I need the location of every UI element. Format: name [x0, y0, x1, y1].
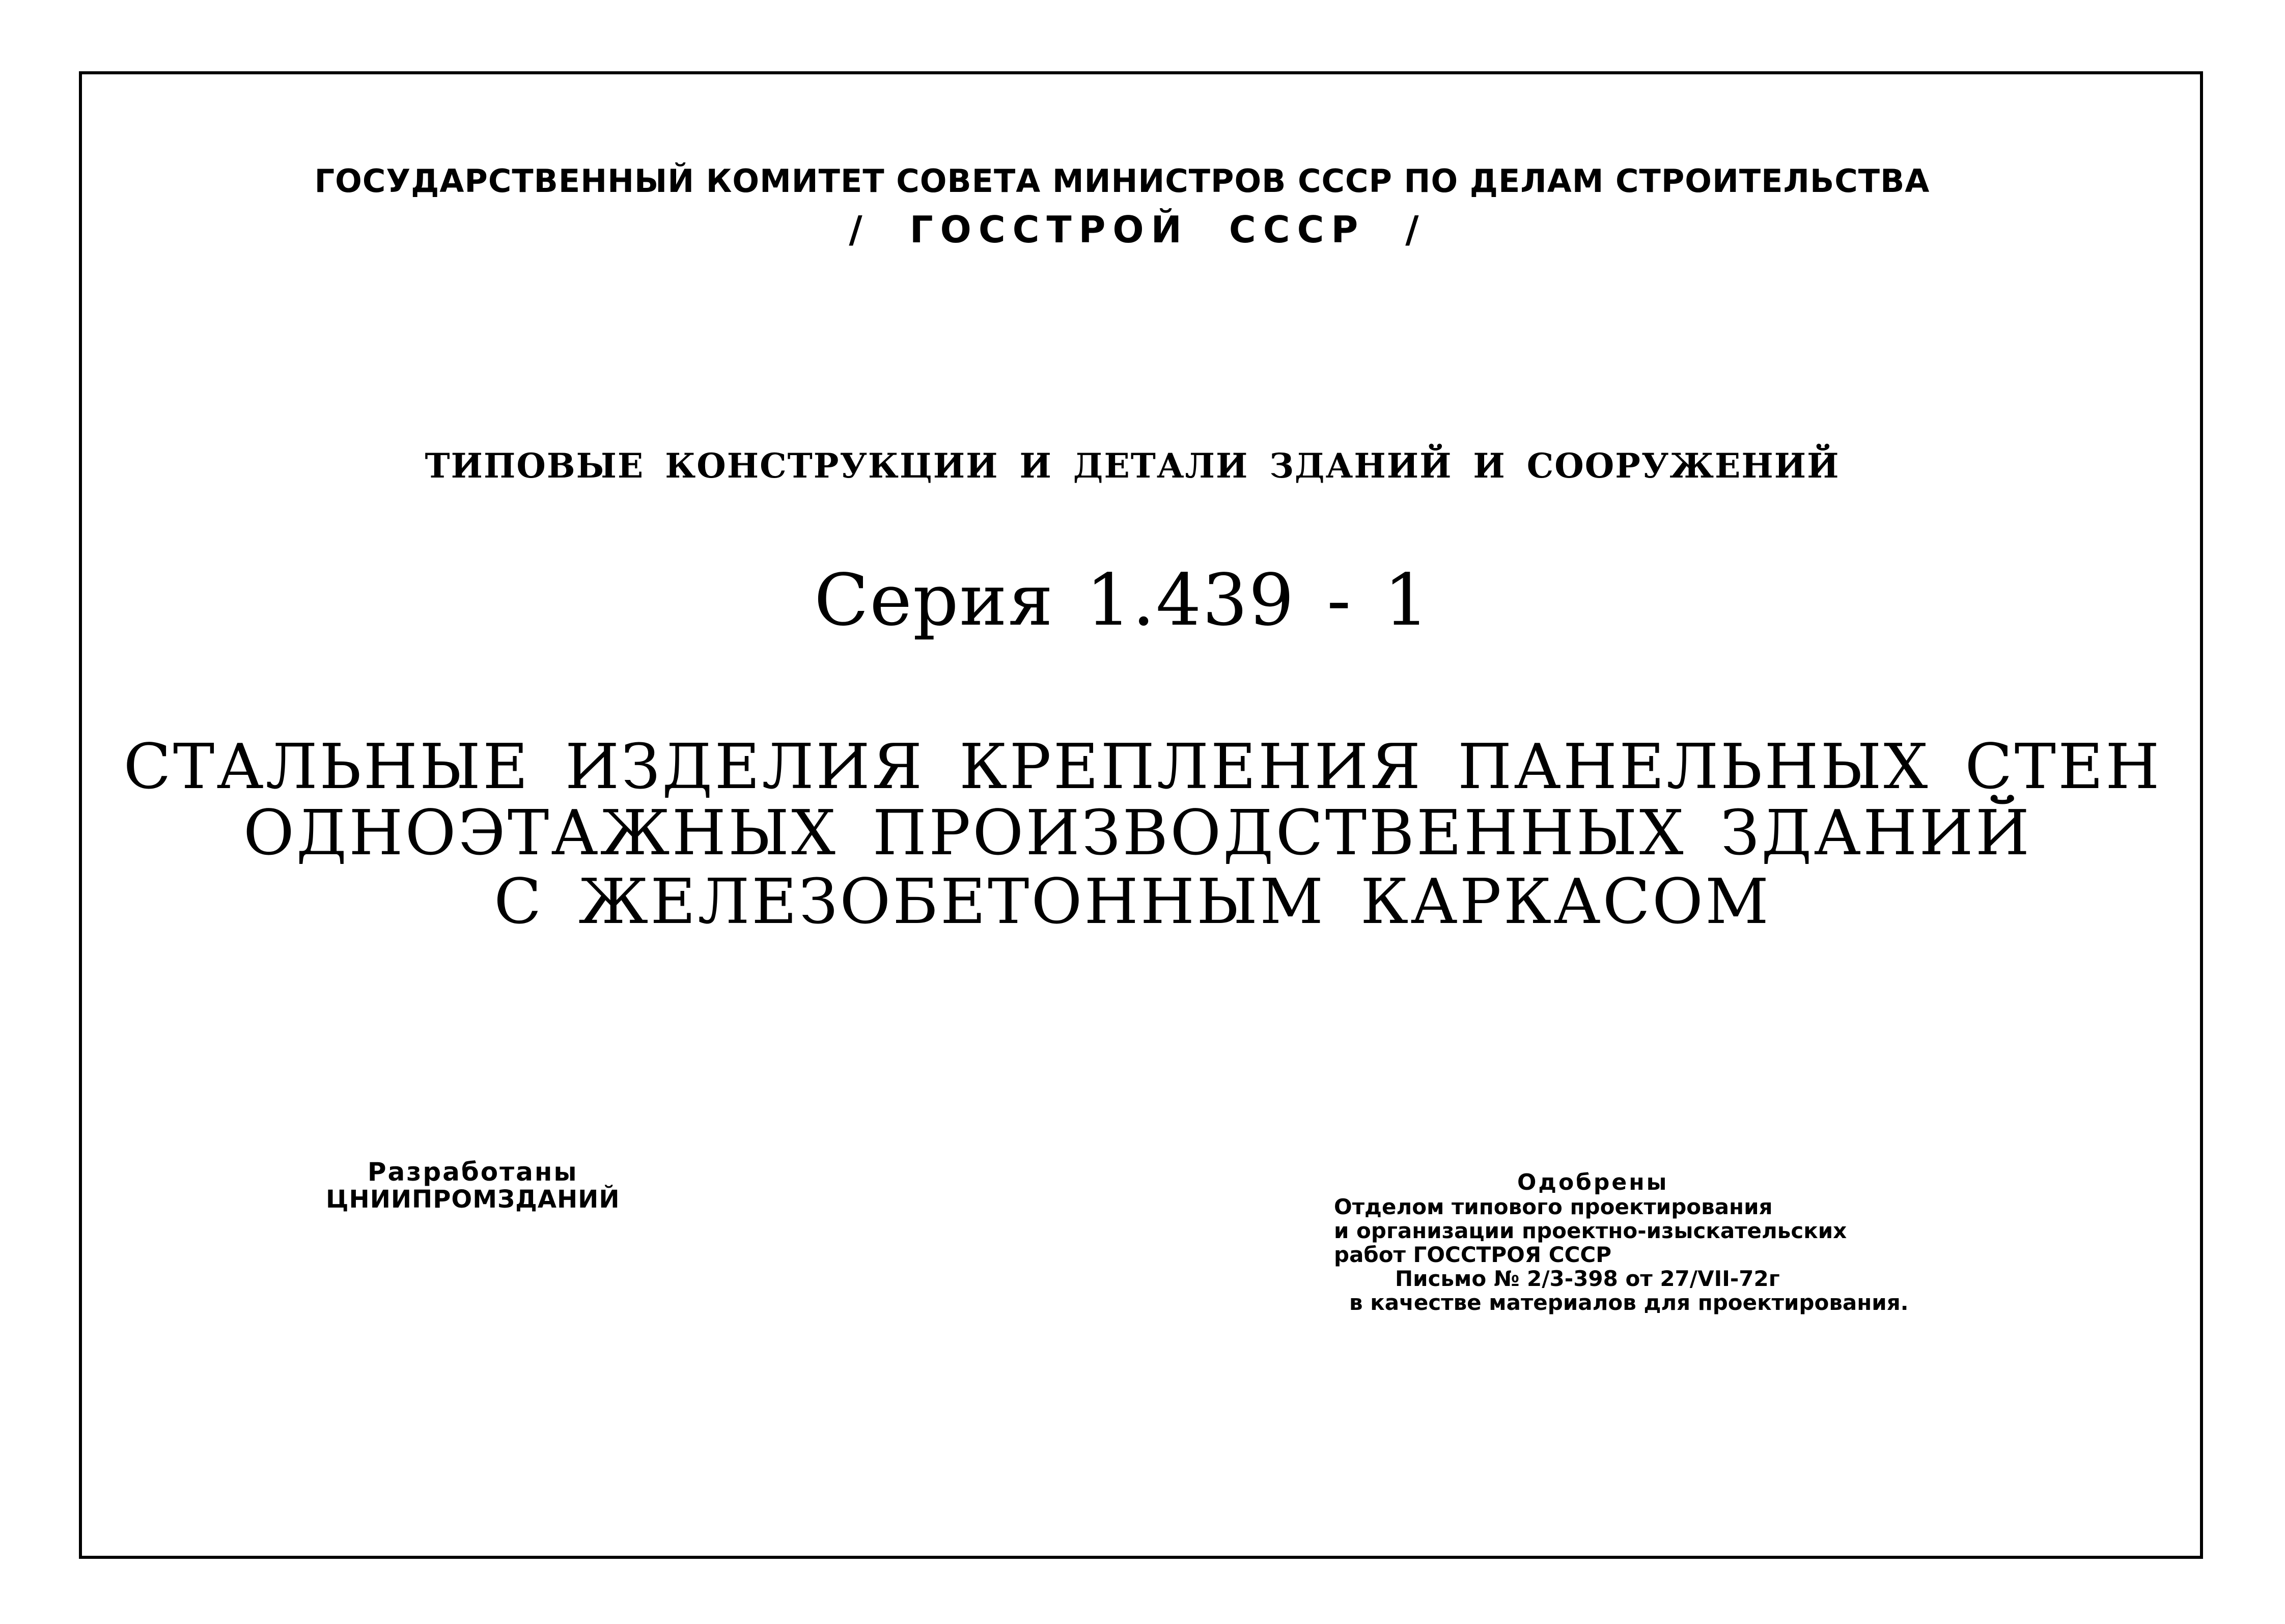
- typical-structures-heading: ТИПОВЫЕ КОНСТРУКЦИИ И ДЕТАЛИ ЗДАНИЙ И СООРУЖЕНИЙ: [425, 446, 1840, 486]
- document-title-line-3: С ЖЕЛЕЗОБЕТОННЫМ КАРКАСОМ: [494, 865, 1771, 938]
- approved-line-5: в качестве материалов для проектирования.: [1349, 1290, 1909, 1315]
- document-title-line-2: ОДНОЭТАЖНЫХ ПРОИЗВОДСТВЕННЫХ ЗДАНИЙ: [243, 797, 2032, 869]
- developer-organization: ЦНИИПРОМЗДАНИЙ: [326, 1185, 620, 1214]
- approval-letter-reference: Письмо № 2/3-398 от 27/VII-72г: [1395, 1266, 1780, 1292]
- document-title-line-1: СТАЛЬНЫЕ ИЗДЕЛИЯ КРЕПЛЕНИЯ ПАНЕЛЬНЫХ СТЕН: [123, 731, 2162, 803]
- approved-label: Одобрены: [1517, 1169, 1669, 1195]
- gosstroy-heading: / ГОССТРОЙ СССР /: [849, 208, 1426, 251]
- series-number: Серия 1.439 - 1: [814, 559, 1430, 642]
- developed-label: Разработаны: [367, 1157, 578, 1187]
- approved-line-1: Отделом типового проектирования: [1334, 1194, 1773, 1220]
- developed-by-block: [326, 1158, 620, 1213]
- committee-heading: ГОСУДАРСТВЕННЫЙ КОМИТЕТ СОВЕТА МИНИСТРОВ СССР ПО ДЕЛАМ СТРОИТЕЛЬСТВА: [314, 162, 1930, 200]
- approved-line-3: работ ГОССТРОЯ СССР: [1334, 1242, 1612, 1268]
- approved-by-block: [1334, 1170, 1909, 1314]
- approved-line-2: и организации проектно-изыскательских: [1334, 1218, 1847, 1244]
